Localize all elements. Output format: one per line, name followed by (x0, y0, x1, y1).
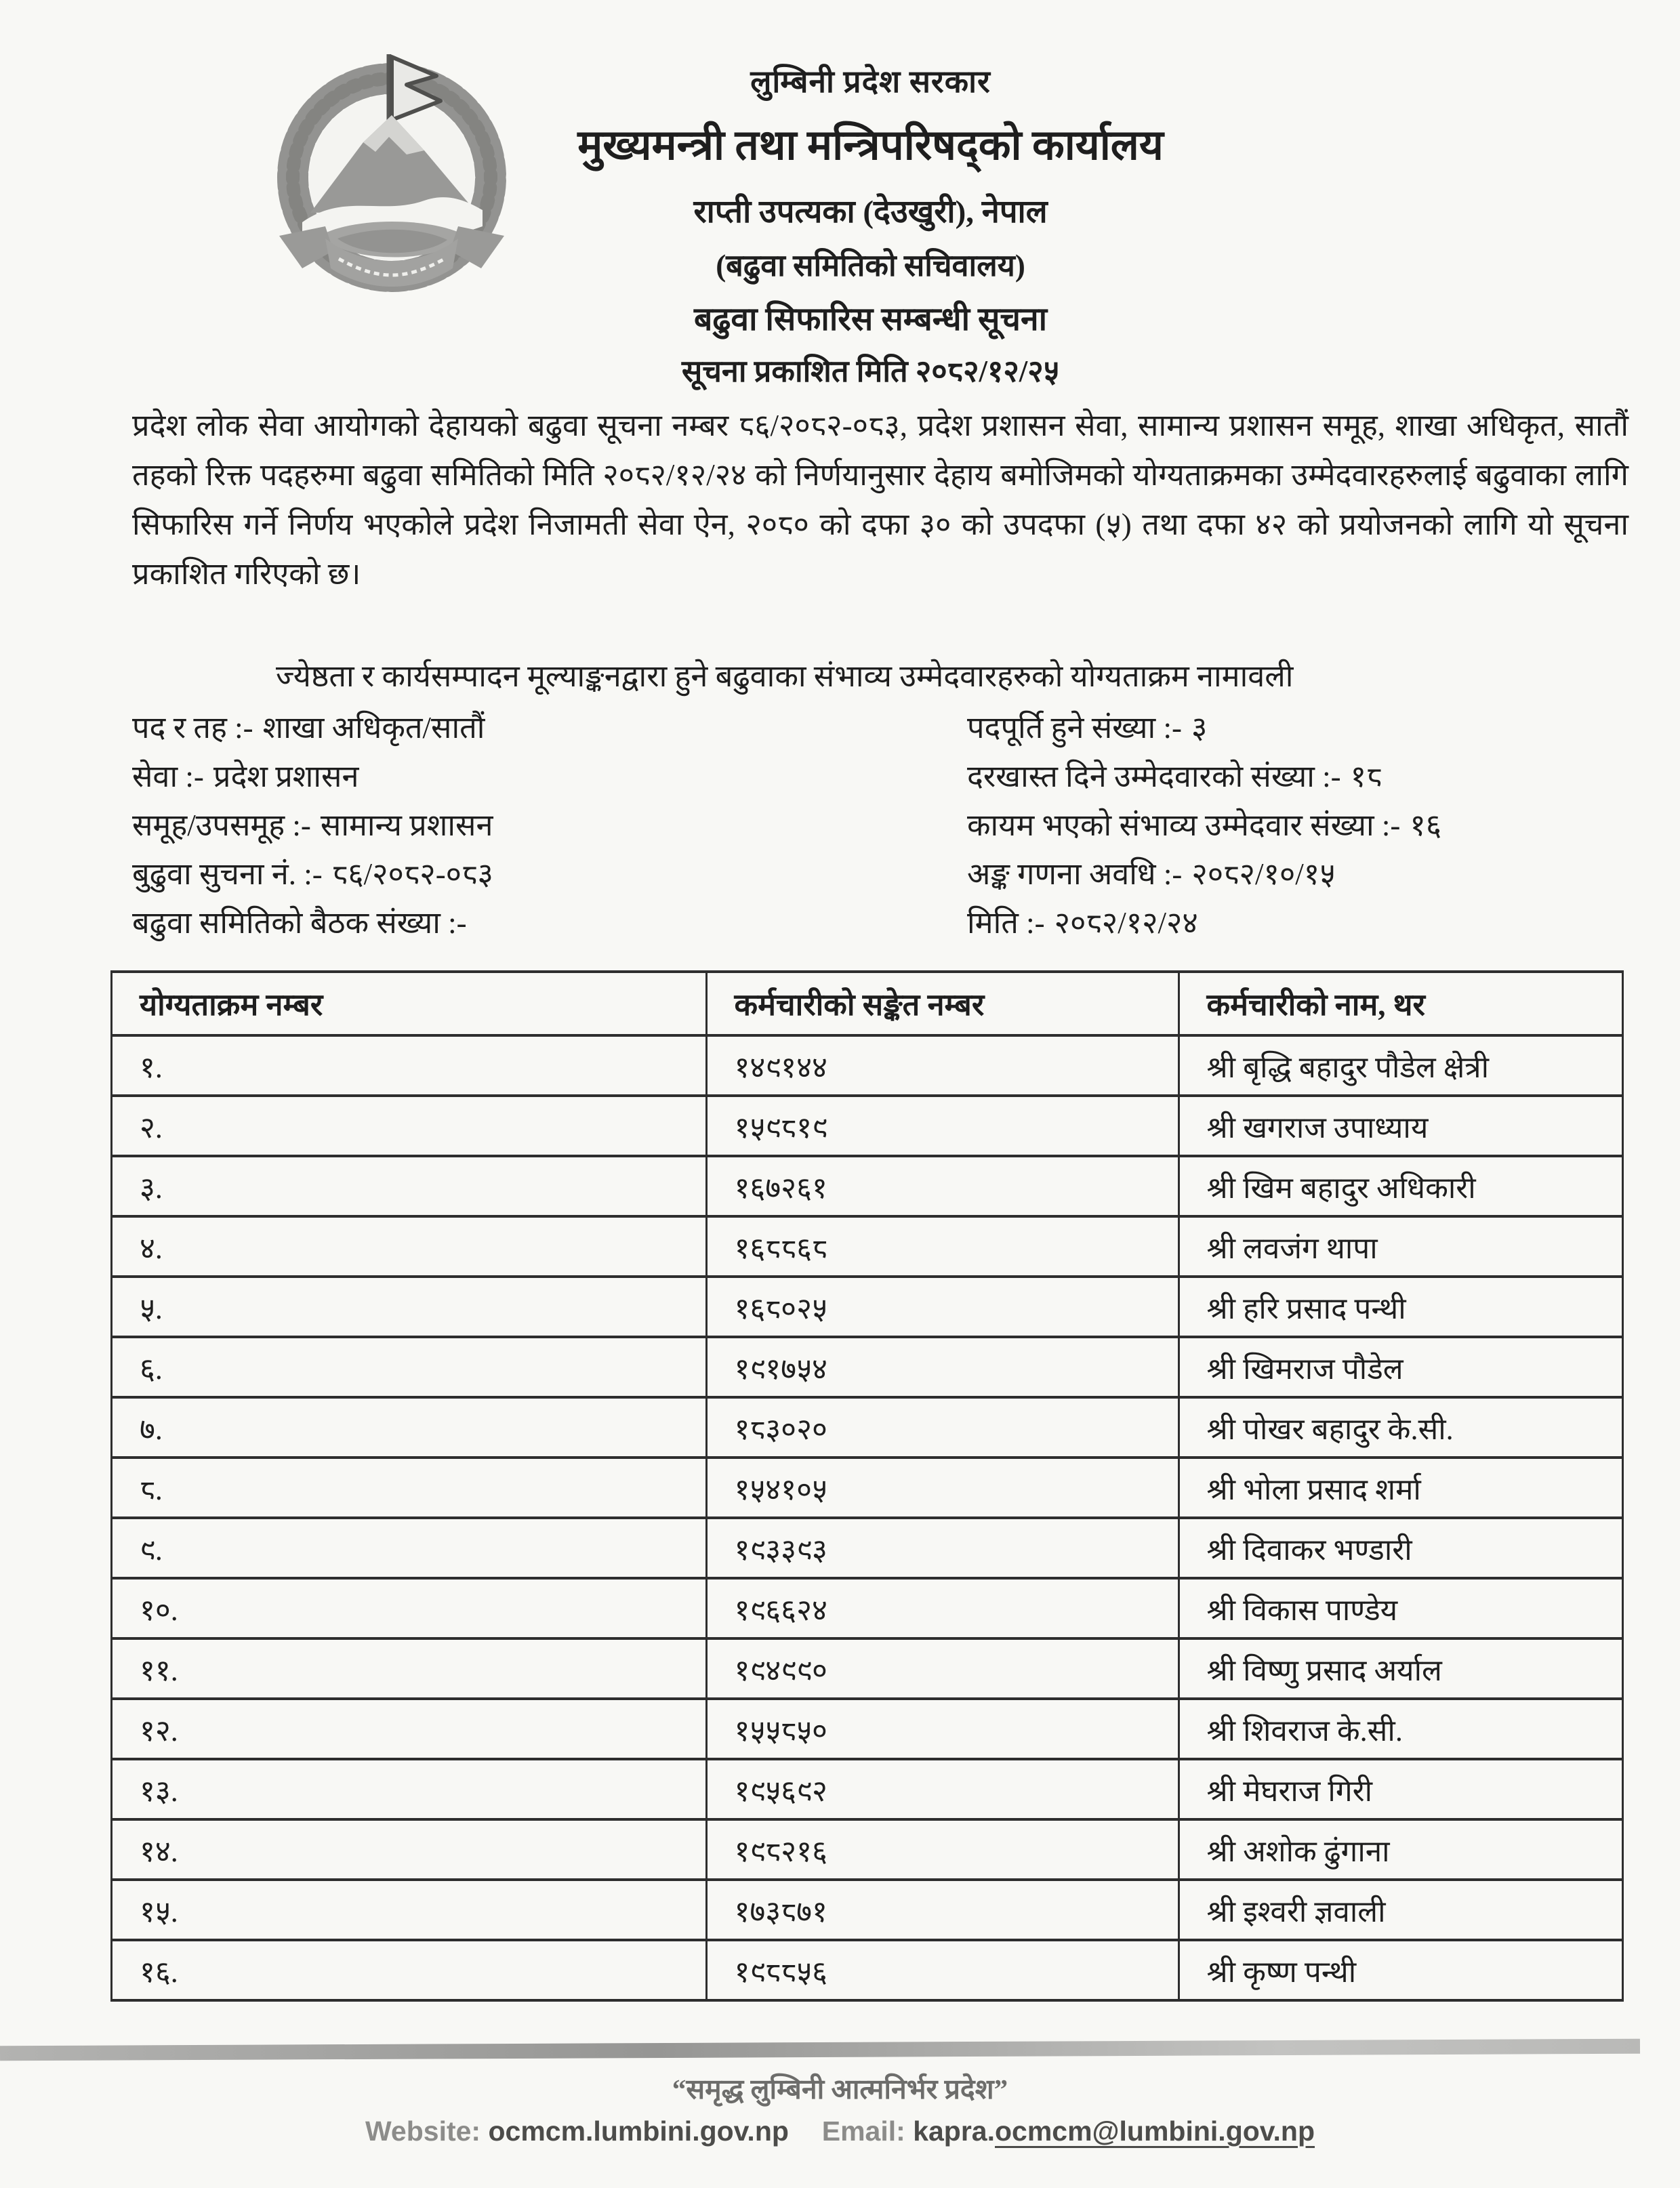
code-cell: १९६६२४ (706, 1578, 1179, 1638)
name-cell: श्री खिमराज पौडेल (1179, 1337, 1622, 1397)
table-row (112, 1759, 1623, 1819)
code-cell: १९५६९२ (706, 1759, 1179, 1819)
code-cell: १९१७५४ (706, 1337, 1179, 1397)
detail-label: बुढुवा सुचना नं. :- (132, 857, 323, 891)
footer (0, 2042, 1680, 2147)
detail-value: ८६/२०८२-०८३ (331, 857, 493, 891)
rank-cell: ४. (112, 1216, 707, 1277)
rank-cell: १०. (112, 1578, 707, 1638)
code-cell: १६८८६८ (706, 1216, 1179, 1277)
contact-line (0, 2115, 1680, 2147)
header-name: कर्मचारीको नाम, थर (1179, 972, 1622, 1035)
table-body (112, 1035, 1623, 2000)
details-right-column (967, 703, 1628, 947)
table-row (112, 1940, 1623, 2000)
detail-service (132, 752, 967, 801)
detail-label: अङ्क गणना अवधि :- (967, 857, 1183, 891)
code-cell: १५५८५० (706, 1699, 1179, 1759)
detail-value: २०८२/१२/२४ (1054, 906, 1198, 940)
rank-cell: ६. (112, 1337, 707, 1397)
detail-date (967, 899, 1628, 947)
rank-cell: १३. (112, 1759, 707, 1819)
detail-label: बढुवा समितिको बैठक संख्या :- (132, 906, 467, 940)
table-row (112, 1096, 1623, 1156)
detail-label: समूह/उपसमूह :- (132, 808, 311, 842)
name-cell: श्री अशोक ढुंगाना (1179, 1819, 1622, 1880)
name-cell: श्री लवजंग थापा (1179, 1216, 1622, 1277)
email-address-prefix: kapra. (913, 2115, 995, 2147)
detail-qualified-candidates (967, 801, 1628, 850)
website-label: Website: (365, 2115, 481, 2147)
footer-divider-bar (0, 2039, 1640, 2061)
detail-label: पद र तह :- (132, 711, 253, 745)
code-cell: १५४१०५ (706, 1458, 1179, 1518)
detail-value: प्रदेश प्रशासन (213, 760, 359, 793)
code-cell: १९८२१६ (706, 1819, 1179, 1880)
detail-label: मिति :- (967, 906, 1045, 940)
code-cell: १७३८७१ (706, 1880, 1179, 1940)
detail-value: १८ (1350, 760, 1382, 793)
name-cell: श्री विकास पाण्डेय (1179, 1578, 1622, 1638)
detail-vacancies (967, 703, 1628, 752)
table-row (112, 1819, 1623, 1880)
rank-cell: १५. (112, 1880, 707, 1940)
table-row (112, 1880, 1623, 1940)
name-cell: श्री खगराज उपाध्याय (1179, 1096, 1622, 1156)
detail-label: दरखास्त दिने उम्मेदवारको संख्या :- (967, 760, 1341, 793)
table-row (112, 1156, 1623, 1216)
code-cell: १६७२६१ (706, 1156, 1179, 1216)
rank-cell: ७. (112, 1397, 707, 1458)
name-cell: श्री मेघराज गिरी (1179, 1759, 1622, 1819)
table-row (112, 1035, 1623, 1096)
detail-label: सेवा :- (132, 760, 204, 793)
detail-value: १६ (1410, 808, 1442, 842)
table-row (112, 1638, 1623, 1699)
secretariat-line: (बढुवा समितिको सचिवालय) (716, 249, 1025, 283)
rank-cell: १४. (112, 1819, 707, 1880)
candidates-table (110, 970, 1624, 2002)
table-row (112, 1518, 1623, 1578)
code-cell: १९८८५६ (706, 1940, 1179, 2000)
rank-cell: १. (112, 1035, 707, 1096)
table-row (112, 1458, 1623, 1518)
detail-label: कायम भएको संभाव्य उम्मेदवार संख्या :- (967, 808, 1401, 842)
office-name: मुख्यमन्त्री तथा मन्त्रिपरिषद्को कार्यालय (577, 123, 1164, 169)
table-head (112, 972, 1623, 1035)
name-cell: श्री इश्वरी ज्ञवाली (1179, 1880, 1622, 1940)
detail-label: पदपूर्ति हुने संख्या :- (967, 711, 1182, 745)
rank-cell: ९. (112, 1518, 707, 1578)
code-cell: १६८०२५ (706, 1277, 1179, 1337)
government-name: लुम्बिनी प्रदेश सरकार (750, 64, 991, 99)
table-row (112, 1699, 1623, 1759)
detail-value: २०८२/१०/१५ (1191, 857, 1336, 891)
website-url: ocmcm.lumbini.gov.np (488, 2115, 789, 2147)
rank-cell: ८. (112, 1458, 707, 1518)
code-cell: १५९८१९ (706, 1096, 1179, 1156)
name-cell: श्री खिम बहादुर अधिकारी (1179, 1156, 1622, 1216)
letterhead (0, 60, 1680, 391)
detail-value: शाखा अधिकृत/सातौं (262, 711, 485, 745)
detail-group (132, 801, 967, 850)
email-address-underlined: ocmcm@lumbini.gov.np (995, 2115, 1315, 2147)
name-cell: श्री बृद्धि बहादुर पौडेल क्षेत्री (1179, 1035, 1622, 1096)
code-cell: १४९१४४ (706, 1035, 1179, 1096)
rank-cell: १२. (112, 1699, 707, 1759)
detail-post-level (132, 703, 967, 752)
roster-heading: ज्येष्ठता र कार्यसम्पादन मूल्याङ्कनद्वारा हुने बढुवाका संभाव्य उम्मेदवारहरुको योग्यताक्रम नामावली (276, 659, 1294, 693)
table-row (112, 1277, 1623, 1337)
name-cell: श्री हरि प्रसाद पन्थी (1179, 1277, 1622, 1337)
detail-applicants (967, 752, 1628, 801)
notice-title: बढुवा सिफारिस सम्बन्धी सूचना (693, 302, 1048, 337)
rank-cell: १६. (112, 1940, 707, 2000)
published-date-line: सूचना प्रकाशित मिति २०८२/१२/२५ (681, 354, 1060, 388)
office-location: राप्ती उपत्यका (देउखुरी), नेपाल (693, 194, 1048, 230)
details-left-column (132, 703, 967, 947)
header-rank: योग्यताक्रम नम्बर (112, 972, 707, 1035)
detail-notice-number (132, 850, 967, 899)
code-cell: १९४९९० (706, 1638, 1179, 1699)
rank-cell: २. (112, 1096, 707, 1156)
table-row (112, 1397, 1623, 1458)
name-cell: श्री कृष्ण पन्थी (1179, 1940, 1622, 2000)
email-label: Email: (821, 2115, 905, 2147)
detail-score-period (967, 850, 1628, 899)
table-row (112, 1216, 1623, 1277)
notice-paragraph: प्रदेश लोक सेवा आयोगको देहायको बढुवा सूचना नम्बर ८६/२०८२-०८३, प्रदेश प्रशासन सेवा, सामान्य प्रशासन समूह, शाखा अधिकृत, सातौं तहको रिक्त पदहरुमा बढुवा समितिको मिति २०८२/१२/२४ को निर्णयानुसार देहाय बमोजिमको योग्यताक्रमका उम्मेदवारहरुलाई बढुवाका लागि सिफारिस गर्ने निर्णय भएकोले प्रदेश निजामती सेवा ऐन, २०८० को दफा ३० को उपदफा (५) तथा दफा ४२ को प्रयोजनको लागि यो सूचना प्रकाशित गरिएको छ। (132, 409, 1628, 591)
name-cell: श्री पोखर बहादुर के.सी. (1179, 1397, 1622, 1458)
rank-cell: ११. (112, 1638, 707, 1699)
table-row (112, 1337, 1623, 1397)
table-header-row (112, 972, 1623, 1035)
detail-value: सामान्य प्रशासन (320, 808, 493, 842)
name-cell: श्री शिवराज के.सी. (1179, 1699, 1622, 1759)
detail-meeting-count (132, 899, 967, 947)
name-cell: श्री दिवाकर भण्डारी (1179, 1518, 1622, 1578)
code-cell: १८३०२० (706, 1397, 1179, 1458)
province-motto: “समृद्ध लुम्बिनी आत्मनिर्भर प्रदेश” (672, 2073, 1008, 2105)
table-row (112, 1578, 1623, 1638)
rank-cell: ३. (112, 1156, 707, 1216)
name-cell: श्री विष्णु प्रसाद अर्याल (1179, 1638, 1622, 1699)
header-code: कर्मचारीको सङ्केत नम्बर (706, 972, 1179, 1035)
details-section (132, 703, 1628, 947)
code-cell: १९३३९३ (706, 1518, 1179, 1578)
name-cell: श्री भोला प्रसाद शर्मा (1179, 1458, 1622, 1518)
rank-cell: ५. (112, 1277, 707, 1337)
detail-value: ३ (1191, 711, 1208, 745)
